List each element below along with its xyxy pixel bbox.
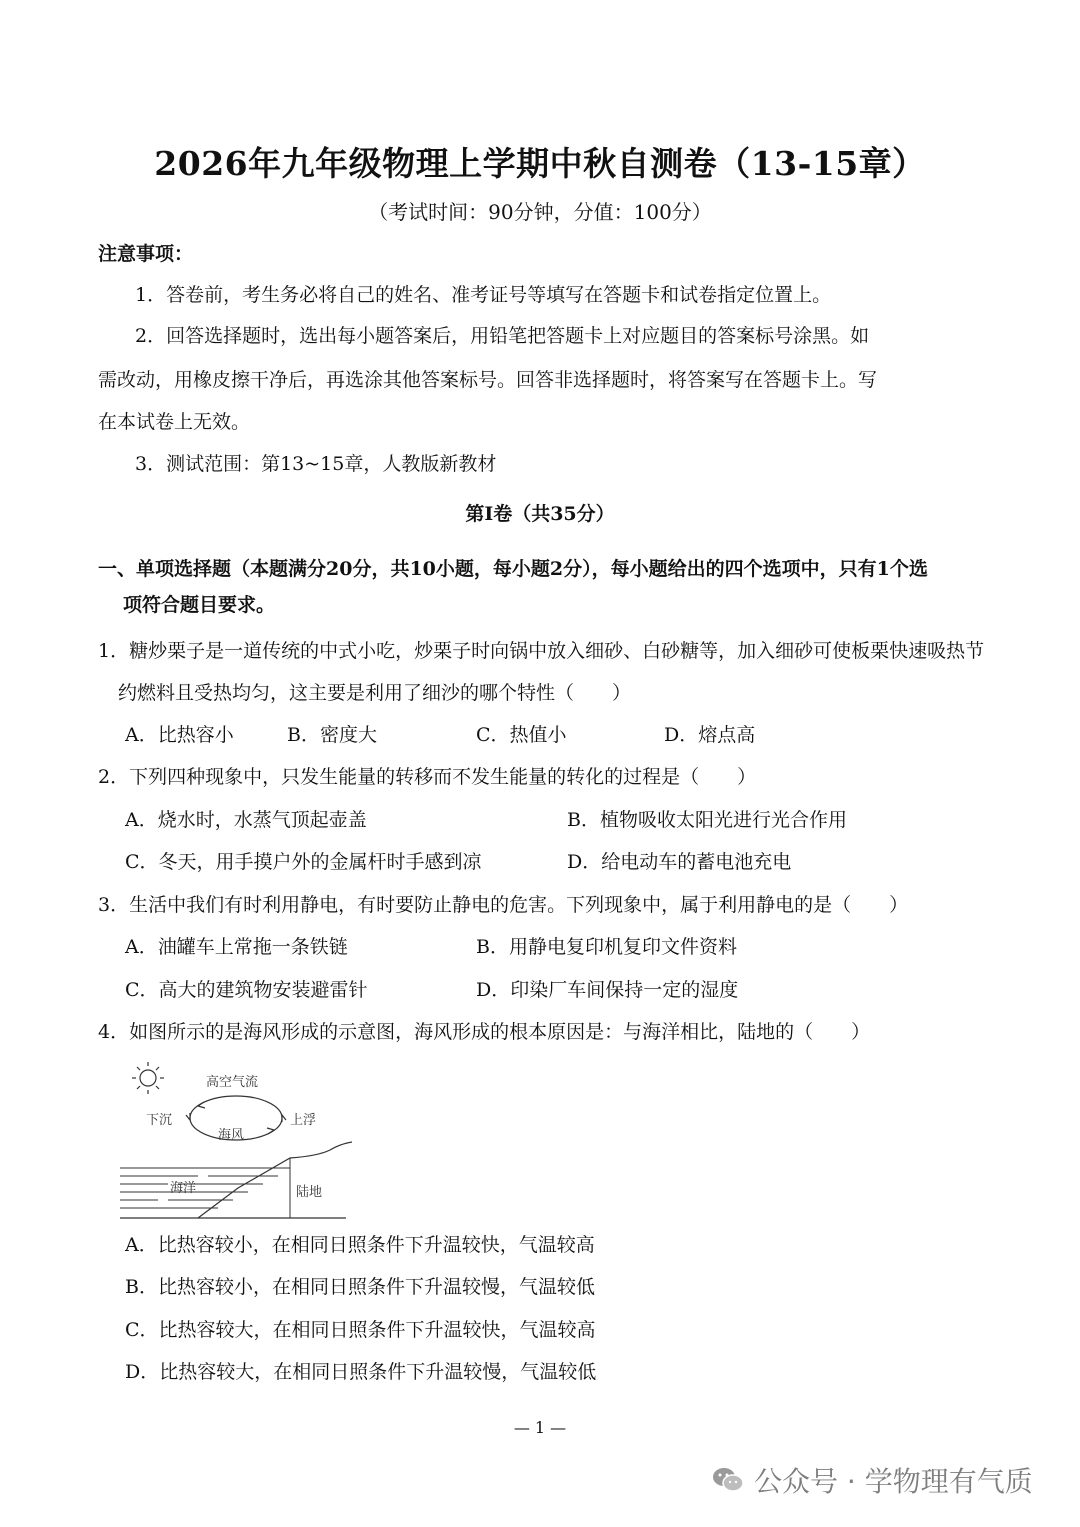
q4-option-d: D．比热容较大，在相同日照条件下升温较慢，气温较低 xyxy=(125,1361,597,1383)
watermark-text: 公众号 · 学物理有气质 xyxy=(754,1465,1033,1498)
arrow-left-icon xyxy=(186,1113,190,1120)
watermark xyxy=(712,1460,1033,1500)
wechat-icon xyxy=(712,1466,744,1494)
sink-label: 下沉 xyxy=(146,1113,173,1128)
notice-item-3: 3．测试范围：第13~15章，人教版新教材 xyxy=(135,453,497,475)
q2-option-c: C．冬天，用手摸户外的金属杆时手感到凉 xyxy=(125,851,482,873)
notice-item-2-cont: 需改动，用橡皮擦干净后，再选涂其他答案标号。回答非选择题时，将答案写在答题卡上。写 xyxy=(98,369,878,391)
q2-option-d: D．给电动车的蓄电池充电 xyxy=(567,851,792,873)
q1-option-d: D．熔点高 xyxy=(664,724,756,746)
sea-breeze-label: 海风 xyxy=(218,1128,245,1143)
high-air-label: 高空气流 xyxy=(206,1075,259,1090)
q3-stem: 3．生活中我们有时利用静电，有时要防止静电的危害。下列现象中，属于利用静电的是（ ） xyxy=(98,894,909,916)
q1-option-c: C．热值小 xyxy=(476,724,567,746)
exam-title: 2026年九年级物理上学期中秋自测卷（13-15章） xyxy=(154,144,926,183)
q1-stem: 1．糖炒栗子是一道传统的中式小吃，炒栗子时向锅中放入细砂、白砂糖等，加入细砂可使板栗快速吸热节 xyxy=(98,640,985,662)
part-one-heading-cont: 项符合题目要求。 xyxy=(123,594,276,616)
coastline xyxy=(198,1142,352,1218)
sun-icon xyxy=(132,1062,164,1094)
section-title: 第I卷（共35分） xyxy=(465,503,615,525)
q2-option-a: A．烧水时，水蒸气顶起壶盖 xyxy=(125,809,367,831)
rise-label: 上浮 xyxy=(290,1113,317,1128)
arrow-right-icon xyxy=(282,1115,286,1122)
land-label: 陆地 xyxy=(296,1185,323,1200)
ocean-label: 海洋 xyxy=(170,1181,197,1196)
exam-subtitle: （考试时间：90分钟，分值：100分） xyxy=(368,200,712,224)
q2-option-b: B．植物吸收太阳光进行光合作用 xyxy=(567,809,847,831)
q1-stem-cont: 约燃料且受热均匀，这主要是利用了细沙的哪个特性（ ） xyxy=(118,682,632,704)
q3-option-b: B．用静电复印机复印文件资料 xyxy=(476,936,737,958)
q1-option-b: B．密度大 xyxy=(287,724,377,746)
sea-breeze-diagram xyxy=(118,1058,368,1228)
q1-option-a: A．比热容小 xyxy=(125,724,234,746)
ocean-water xyxy=(120,1168,290,1208)
q3-option-c: C．高大的建筑物安装避雷针 xyxy=(125,979,368,1001)
notice-item-1: 1．答卷前，考生务必将自己的姓名、准考证号等填写在答题卡和试卷指定位置上。 xyxy=(135,284,832,306)
part-one-heading: 一、单项选择题（本题满分20分，共10小题，每小题2分），每小题给出的四个选项中，只有1个选 xyxy=(98,558,928,580)
q3-option-a: A．油罐车上常拖一条铁链 xyxy=(125,936,348,958)
q2-stem: 2．下列四种现象中，只发生能量的转移而不发生能量的转化的过程是（ ） xyxy=(98,766,757,788)
notice-item-2-end: 在本试卷上无效。 xyxy=(98,411,251,433)
notice-item-2: 2．回答选择题时，选出每小题答案后，用铅笔把答题卡上对应题目的答案标号涂黑。如 xyxy=(135,325,870,347)
q3-option-d: D．印染厂车间保持一定的湿度 xyxy=(476,979,739,1001)
q4-stem: 4．如图所示的是海风形成的示意图，海风形成的根本原因是：与海洋相比，陆地的（ ） xyxy=(98,1021,871,1043)
notice-heading: 注意事项： xyxy=(98,243,194,265)
page-number: — 1 — xyxy=(513,1418,567,1437)
q4-option-a: A．比热容较小，在相同日照条件下升温较快，气温较高 xyxy=(125,1234,595,1256)
q4-option-c: C．比热容较大，在相同日照条件下升温较快，气温较高 xyxy=(125,1319,596,1341)
q4-option-b: B．比热容较小，在相同日照条件下升温较慢，气温较低 xyxy=(125,1276,595,1298)
